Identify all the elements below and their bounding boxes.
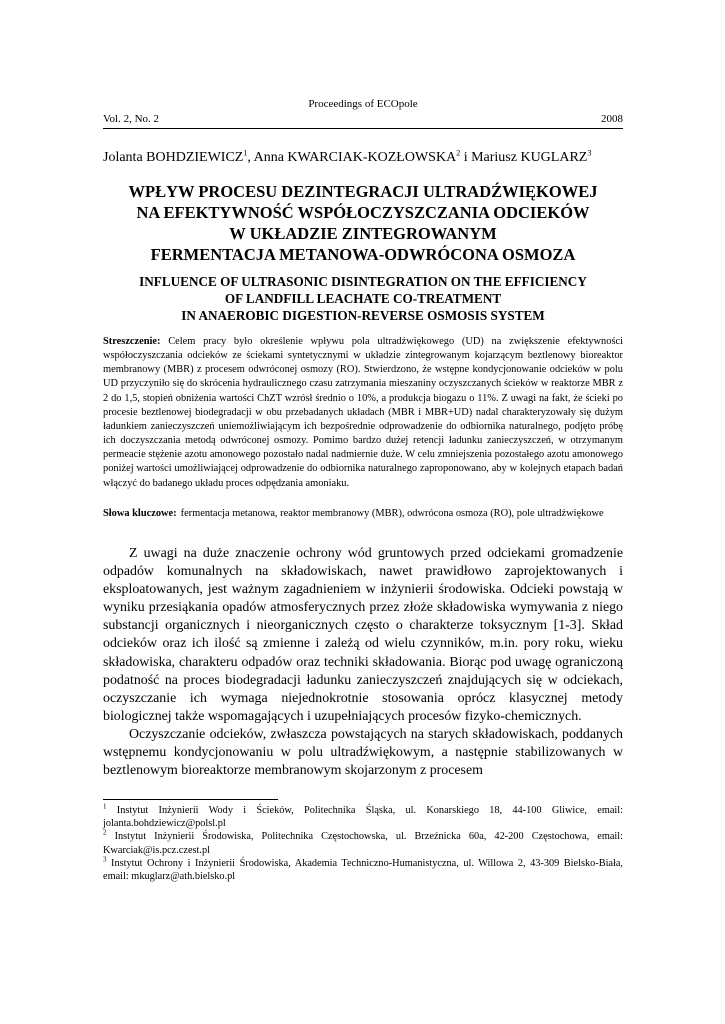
author-name: Anna KWARCIAK-KOZŁOWSKA bbox=[253, 150, 457, 165]
keywords-label: Słowa kluczowe: bbox=[103, 508, 177, 519]
author-separator: , bbox=[247, 150, 254, 165]
year-label: 2008 bbox=[601, 113, 623, 125]
author-name: Jolanta BOHDZIEWICZ bbox=[103, 150, 244, 165]
author-affiliation-ref: 2 bbox=[456, 148, 461, 158]
title-line: WPŁYW PROCESU DEZINTEGRACJI ULTRADŹWIĘKOWEJ bbox=[128, 182, 598, 201]
volume-label: Vol. 2, No. 2 bbox=[103, 113, 160, 125]
title-polish bbox=[103, 181, 623, 265]
title-line: INFLUENCE OF ULTRASONIC DISINTEGRATION ON THE EFFICIENCY bbox=[139, 274, 587, 289]
author-separator: i bbox=[460, 150, 472, 165]
title-line: FERMENTACJA METANOWA-ODWRÓCONA OSMOZA bbox=[150, 245, 576, 264]
footnote bbox=[103, 857, 623, 883]
footnote-ref: 3 bbox=[103, 855, 107, 864]
footnote-ref: 2 bbox=[103, 828, 107, 837]
title-english bbox=[103, 273, 623, 324]
footnote-rule bbox=[103, 799, 278, 800]
footnote-text: Instytut Inżynierii Środowiska, Politechnika Częstochowska, ul. Brzeźnicka 60a, 42-200 Częstochowa, email: Kwarciak@is.pcz.czest.pl bbox=[103, 831, 623, 856]
issue-info bbox=[103, 113, 623, 125]
title-line: W UKŁADZIE ZINTEGROWANYM bbox=[229, 224, 497, 243]
header-rule bbox=[103, 128, 623, 129]
title-line: NA EFEKTYWNOŚĆ WSPÓŁOCZYSZCZANIA ODCIEKÓW bbox=[136, 203, 590, 222]
keywords bbox=[103, 507, 623, 521]
abstract-label: Streszczenie: bbox=[103, 336, 161, 347]
footnote-text: Instytut Inżynierii Wody i Ścieków, Politechnika Śląska, ul. Konarskiego 18, 44-100 Gliwice, email: jolanta.bohdziewicz@polsl.pl bbox=[103, 805, 623, 830]
running-head: Proceedings of ECOpole bbox=[308, 98, 418, 110]
body-paragraph: Z uwagi na duże znaczenie ochrony wód gruntowych przed odciekami gromadzenie odpadów komunalnych na składowiskach, nawet prawidłowo zaprojektowanych i eksploatowanych, jest ważnym zagadnieniem w inżynierii środowiska. Odcieki powstają w wyniku przesiąkania opadów atmosferycznych przez złoże składowiska wymywania z niego substancji organicznych i nieorganicznych często o charakterze toksycznym [1-3]. Skład odcieków oraz ich ilość są zmienne i zależą od wielu czynników, m.in. pory roku, wieku składowiska, charakteru odpadów oraz techniki składowania. Biorąc pod uwagę ograniczoną podatność na proces biodegradacji ładunku zanieczyszczeń znajdujących się w odciekach, oczyszczanie ich wymaga niejednokrotnie stosowania oprócz klasycznej metody biologicznej także wspomagających i uzupełniających procesów fizyko-chemicznych. bbox=[103, 546, 623, 724]
abstract bbox=[103, 335, 623, 491]
footnote bbox=[103, 830, 623, 856]
footnote-ref: 1 bbox=[103, 802, 107, 811]
body-text bbox=[103, 545, 623, 780]
abstract-text: Celem pracy było określenie wpływu pola ultradźwiękowego (UD) na zwiększenie efektywności współoczyszczania odcieków ze ściekami syntetycznymi w układzie zintegrowanym kojarzącym beztlenowy bioreaktor membranowy (MBR) z procesem odwróconej osmozy (RO). Stwierdzono, że wstępne kondycjonowanie odcieków w polu UD przyczyniło się do skrócenia hydraulicznego czasu zatrzymania mieszaniny oczyszczanych ścieków w reaktorze MBR z 2 do 1,5, stopień obniżenia wartości ChZT wzrósł średnio o 10%, a produkcja biogazu o 11%. Z uwagi na fakt, że ścieki po procesie beztlenowej biodegradacji w obu przebadanych układach (MBR i MBR+UD) nadal charakteryzowały się dużym ładunkiem zanieczyszczeń uniemożliwiającym ich bezpośrednie odprowadzenie do odbiornika naturalnego, podjęto próbę ich doczyszczania metodą odwróconej osmozy. Pomimo bardzo dużej retencji ładunku zanieczyszczeń, w otrzymanym permeacie stężenie azotu amonowego pozostało nadal nadmiernie duże. W celu zmniejszenia pozostałego azotu amonowego poniżej wartości umożliwiającej odprowadzenie do odbiornika naturalnego zaproponowano, aby w kolejnych etapach badań włączyć do badanego układu proces odpędzania amoniaku. bbox=[103, 336, 623, 489]
title-line: IN ANAEROBIC DIGESTION-REVERSE OSMOSIS SYSTEM bbox=[181, 308, 545, 323]
author-list bbox=[103, 150, 623, 166]
body-paragraph: Oczyszczanie odcieków, zwłaszcza powstających na starych składowiskach, poddanych wstępnemu kondycjonowaniu w polu ultradźwiękowym, a następnie stabilizowanych w beztlenowym bioreaktorze membranowym skojarzonym z procesem bbox=[103, 726, 623, 779]
footnotes bbox=[103, 804, 623, 883]
keywords-text: fermentacja metanowa, reaktor membranowy (MBR), odwrócona osmoza (RO), pole ultradźwiękowe bbox=[180, 508, 604, 519]
author-name: Mariusz KUGLARZ bbox=[471, 150, 588, 165]
footnote bbox=[103, 804, 623, 830]
footnote-text: Instytut Ochrony i Inżynierii Środowiska, Akademia Techniczno-Humanistyczna, ul. Willowa 2, 43-309 Bielsko-Biała, email: mkuglarz@ath.bielsko.pl bbox=[103, 857, 624, 883]
author-affiliation-ref: 3 bbox=[587, 148, 592, 158]
title-line: OF LANDFILL LEACHATE CO-TREATMENT bbox=[224, 291, 502, 306]
author-affiliation-ref: 1 bbox=[243, 148, 248, 158]
